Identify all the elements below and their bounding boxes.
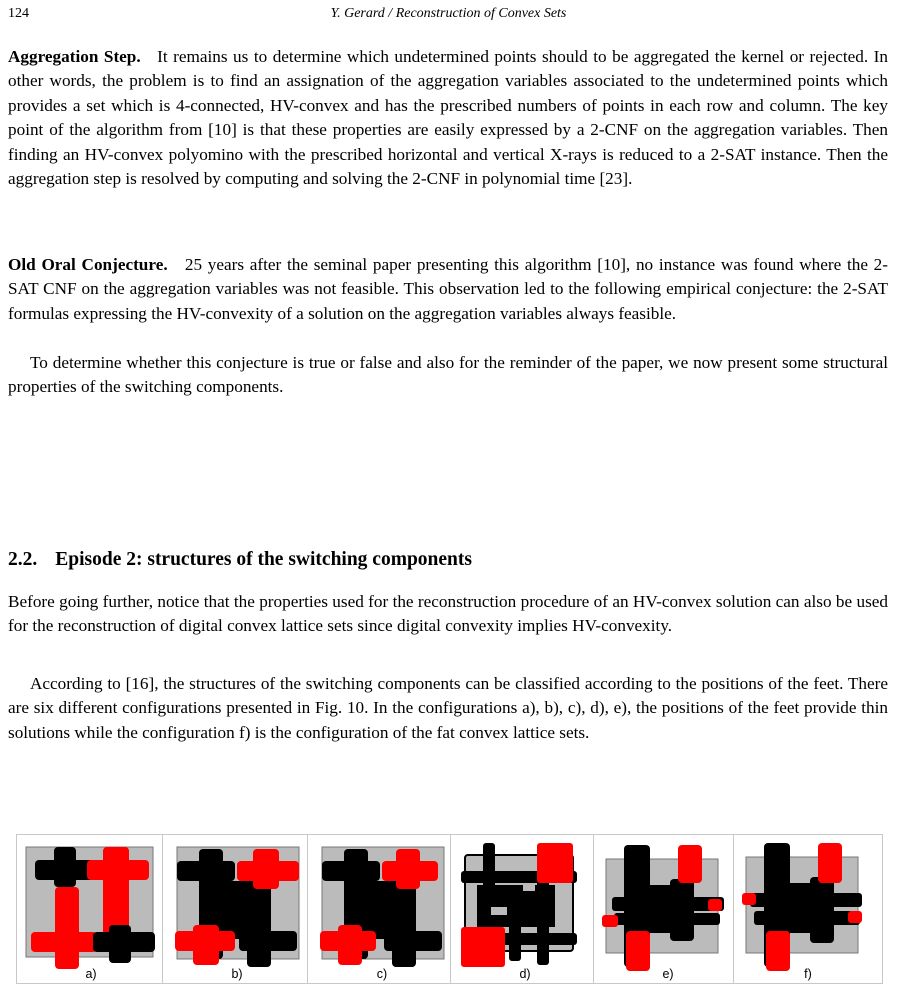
running-header <box>0 6 897 28</box>
paragraph-text: 25 years after the seminal paper presenting this algorithm [10], no instance was found where the 2-SAT CNF on the aggregation variables was not feasible. This observation led to the following empirical conjecture: the 2-SAT formulas expressing the HV-convexity of a solution on the aggregation variables always feasible. <box>8 255 889 323</box>
black-bar <box>247 877 271 967</box>
gray-hole <box>491 907 507 915</box>
red-bar <box>55 887 79 969</box>
section-heading <box>8 549 472 571</box>
black-bar <box>754 911 860 925</box>
red-foot <box>848 911 862 923</box>
panel-label-f: f) <box>804 967 812 981</box>
paragraph-according: According to [16], the structures of the switching components can be classified according to the positions of the feet. There are six different configurations presented in Fig. 10. In the configurations a), b), c), d), e), the positions of the feet provide thin solutions while the configuration f) is the configuration of the fat convex lattice sets. <box>8 674 888 742</box>
red-foot <box>766 931 790 971</box>
red-foot <box>742 893 756 905</box>
black-bar <box>54 847 76 887</box>
figure-panel-c <box>307 834 457 984</box>
paragraph-text: It remains us to determine which undetermined points should to be aggregated the kernel or rejected. In other words, the problem is to find an assignation of the aggregation variables associated to the undetermined points which provides a set which is 4-connected, HV-convex and has the prescribed numbers of points in each row and column. The key point of the algorithm from [10] is that these properties are easily expressed by a 2-CNF on the aggregation variables. Then finding an HV-convex polyomino with the prescribed horizontal and vertical X-rays is reduced to a 2-SAT instance. Then the aggregation step is resolved by computing and solving the 2-CNF in polynomial time [23]. <box>8 47 889 189</box>
panel-label-c: c) <box>376 967 388 981</box>
red-foot <box>678 845 702 883</box>
red-bar <box>338 925 362 965</box>
black-bar <box>109 925 131 963</box>
panel-c-diagram <box>308 835 456 983</box>
black-bar <box>239 931 297 951</box>
black-bar <box>750 893 862 907</box>
figure-panel-a <box>16 834 166 984</box>
paragraph-aggregation-step <box>8 45 888 191</box>
paragraph-determine: To determine whether this conjecture is true or false and also for the reminder of the paper, we now present some structural properties of the switching components. <box>8 353 888 397</box>
black-bar <box>612 897 724 911</box>
panel-label-d: d) <box>519 967 531 981</box>
panel-b-diagram <box>163 835 311 983</box>
black-bar <box>509 891 521 961</box>
running-title: Y. Gerard / Reconstruction of Convex Sets <box>330 6 567 21</box>
red-block <box>537 843 573 883</box>
red-foot <box>602 915 618 927</box>
run-in-heading-conjecture: Old Oral Conjecture. <box>8 255 168 274</box>
red-block <box>461 927 505 967</box>
red-bar <box>31 932 97 952</box>
panel-f-diagram <box>734 835 882 983</box>
panel-e-diagram <box>594 835 742 983</box>
red-foot <box>626 931 650 971</box>
red-bar <box>193 925 219 965</box>
red-bar <box>253 849 279 889</box>
run-in-heading-aggregation: Aggregation Step. <box>8 47 141 66</box>
panel-label-e: e) <box>662 967 674 981</box>
section-title: Episode 2: structures of the switching components <box>55 549 472 570</box>
red-bar <box>396 849 420 889</box>
black-bar <box>384 931 442 951</box>
panel-d-diagram <box>451 835 599 983</box>
figure-panel-b <box>162 834 312 984</box>
panel-label-a: a) <box>85 967 97 981</box>
figure-panel-f <box>733 834 883 984</box>
red-foot <box>818 843 842 883</box>
black-bar <box>810 877 834 943</box>
paragraph-before: Before going further, notice that the properties used for the reconstruction procedure of an HV-convex solution can also be used for the reconstruction of digital convex lattice sets since digital convexity implies HV-convexity. <box>8 592 888 636</box>
figure-10 <box>0 834 897 984</box>
red-foot <box>708 899 722 911</box>
page-number: 124 <box>8 6 29 21</box>
paragraph-old-oral-conjecture <box>8 253 888 326</box>
figure-panel-d <box>450 834 600 984</box>
panel-a-diagram <box>17 835 165 983</box>
black-bar <box>392 877 416 967</box>
black-bar <box>614 913 720 925</box>
gray-hole <box>523 883 535 891</box>
panel-label-b: b) <box>231 967 243 981</box>
section-number: 2.2. <box>8 549 38 570</box>
figure-panel-e <box>593 834 743 984</box>
